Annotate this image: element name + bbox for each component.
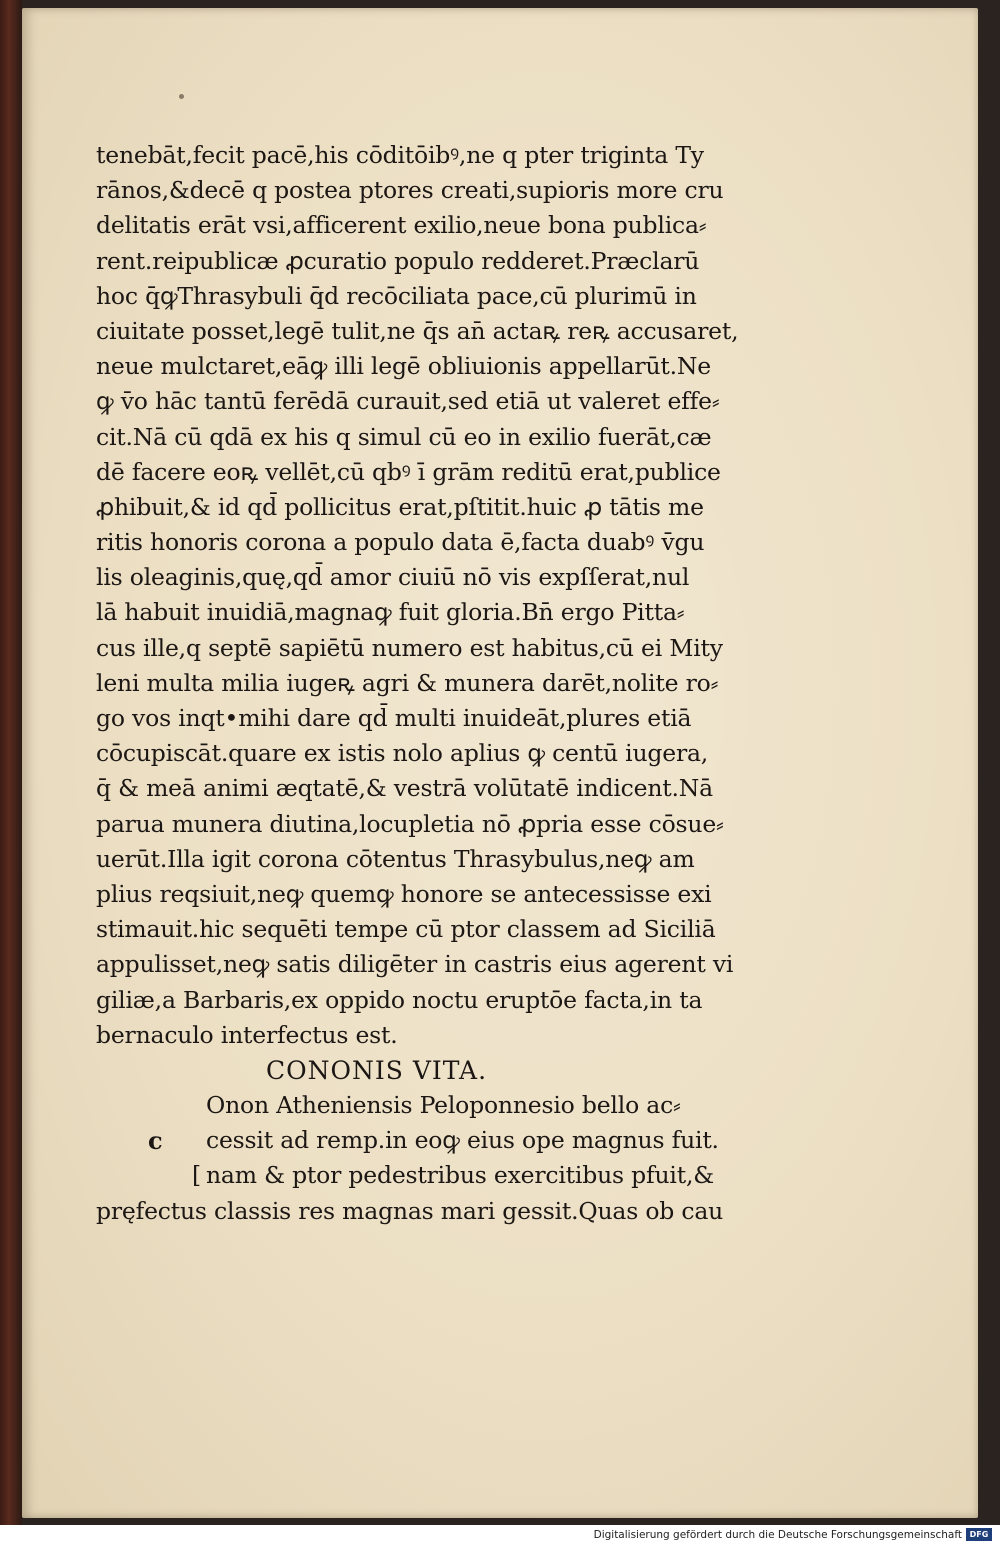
text-line: cus ille,q septē sapiētū numero est habitus,cū ei Mity [96, 633, 723, 662]
dfg-logo-icon: DFG [966, 1528, 992, 1541]
text-line: q̄ & meā animi æqtatē,& vestrā volūtatē indicent.Nā [96, 774, 713, 803]
text-line: nam & ptor pedestribus exercitibus pfuit,& [206, 1161, 714, 1190]
book-page [22, 8, 978, 1518]
text-line: ꝙ v̄o hāc tantū ferēdā curauit,sed etiā ut valeret effe⸗ [96, 387, 720, 416]
text-line: giliæ,a Barbaris,ex oppido noctu eruptōe facta,in ta [96, 985, 703, 1014]
text-line: neue mulctaret,eāꝙ illi legē obliuionis appellarūt.Ne [96, 352, 711, 381]
paper-speck [179, 94, 184, 99]
text-line-with-initial [96, 1123, 796, 1158]
text-line: dē facere eoꝶ vellēt,cū qbꝰ ī grām reditū erat,publice [96, 457, 721, 486]
text-line: ciuitate posset,legē tulit,ne q̄s an̄ actaꝶ reꝶ accusaret, [96, 316, 739, 345]
text-line: hoc q̄ꝙThrasybuli q̄d recōciliata pace,cū plurimū in [96, 281, 697, 310]
text-line: bernaculo interfectus est. [96, 1020, 398, 1049]
text-line: plius reqsiuit,neꝙ quemꝙ honore se antecessisse exi [96, 879, 712, 908]
text-line: tenebāt,fecit pacē,his cōditōibꝰ,ne q pter triginta Ty [96, 141, 704, 169]
text-line: lā habuit inuidiā,magnaꝙ fuit gloria.Bn̄ ergo Pitta⸗ [96, 598, 685, 627]
text-line-with-bracket [96, 1158, 796, 1193]
book-edge [0, 0, 22, 1525]
text-line: stimauit.hic sequēti tempe cū ptor classem ad Siciliā [96, 915, 716, 944]
text-line: uerūt.Illa igit corona cōtentus Thrasybulus,neꝙ am [96, 844, 695, 873]
bracket-mark: [ [192, 1161, 201, 1190]
text-line: rānos,&decē q postea ptores creati,supioris more cru [96, 176, 724, 205]
funding-notice: Digitalisierung gefördert durch die Deutsche Forschungsgemeinschaft [593, 1529, 962, 1541]
text-line: appulisset,neꝙ satis diligēter in castris eius agerent vi [96, 950, 734, 979]
section-heading: CONONIS VITA. [266, 1055, 488, 1085]
text-line: cōcupiscāt.quare ex istis nolo aplius ꝙ centū iugera, [96, 739, 709, 768]
guide-letter: c [148, 1126, 163, 1156]
text-line: delitatis erāt vsi,afficerent exilio,neue bona publica⸗ [96, 211, 707, 240]
text-line: ritis honoris corona a populo data ē,facta duabꝰ v̄gu [96, 528, 705, 557]
text-line: parua munera diutina,locupletia nō ꝓpria esse cōsue⸗ [96, 809, 724, 838]
text-line: go vos inqt•mihi dare qd̄ multi inuideāt,plures etiā [96, 704, 692, 732]
footer-bar [0, 1525, 1000, 1545]
text-line: lis oleaginis,quę,qd̄ amor ciuiū nō vis expſſerat,nul [96, 563, 690, 592]
text-line: ꝓhibuit,& id qd̄ pollicitus erat,pſtitit.huic ꝓ tātis me [96, 492, 704, 521]
text-line: cessit ad remp.in eoꝙ eius ope magnus fuit. [206, 1126, 719, 1155]
text-line: leni multa milia iugeꝶ agri & munera darēt,nolite ro⸗ [96, 668, 719, 697]
text-line: rent.reipublicæ ꝓcuratio populo redderet.Præclarū [96, 246, 700, 275]
text-line: pręfectus classis res magnas mari gessit.Quas ob cau [96, 1196, 724, 1225]
text-block [96, 138, 796, 1229]
text-line: Onon Atheniensis Peloponnesio bello ac⸗ [206, 1091, 681, 1120]
text-line: cit.Nā cū qdā ex his q simul cū eo in exilio fuerāt,cæ [96, 422, 712, 451]
